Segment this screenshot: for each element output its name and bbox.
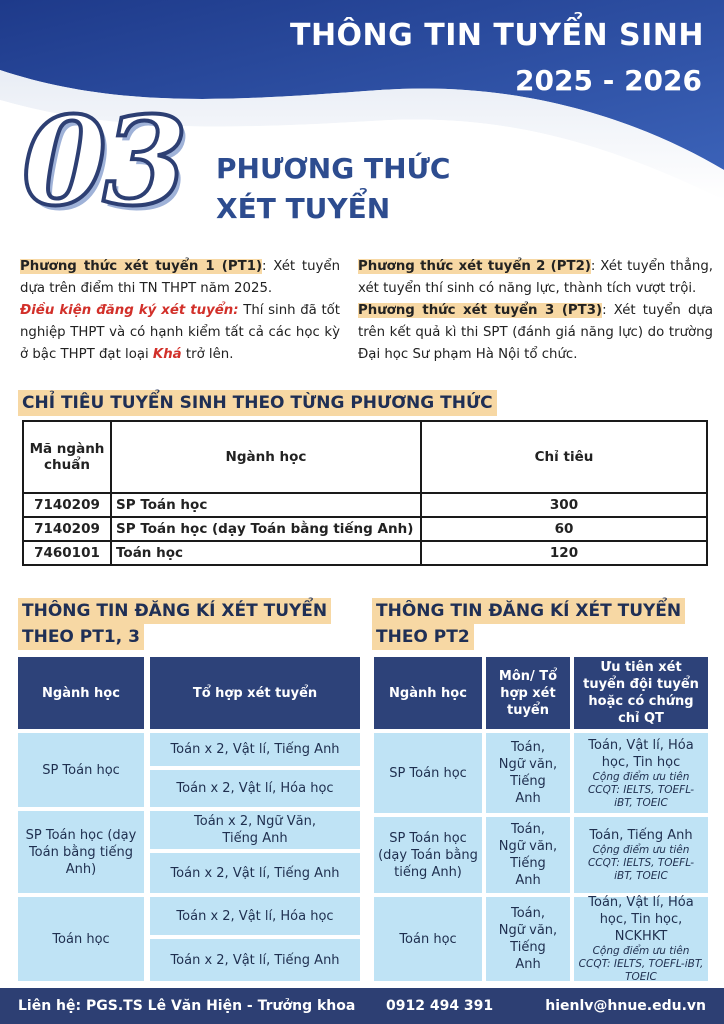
header-year: 2025 - 2026	[515, 64, 702, 97]
pt2-priority-note: Cộng điểm ưu tiên CCQT: IELTS, TOEFL-iBT, TOEIC	[578, 945, 704, 983]
condition-grade: Khá	[152, 347, 182, 362]
quota-header-code: Mã ngành chuẩn	[23, 421, 111, 493]
pt2-subjects-3: Toán, Ngữ văn, Tiếng Anh	[486, 897, 570, 981]
section-number: 03	[22, 89, 184, 233]
quota-code: 7460101	[23, 541, 111, 565]
quota-major: Toán học	[111, 541, 421, 565]
pt13-combo: Toán x 2, Vật lí, Hóa học	[150, 897, 360, 935]
table-row	[23, 541, 707, 565]
table-row	[23, 517, 707, 541]
condition-text: Thí sinh đã tốt nghiệp THPT và có hạnh kiểm tất cả các học kỳ ở bậc THPT đạt loại	[20, 303, 341, 362]
pt13-header-combo: Tổ hợp xét tuyển	[150, 657, 360, 729]
quota-table	[22, 420, 708, 566]
pt1-text: : Xét tuyển dựa trên điểm thi TN THPT năm 2025.	[20, 259, 340, 296]
pt3-label: Phương thức xét tuyển 3 (PT3)	[358, 303, 603, 318]
footer-contact: Liên hệ: PGS.TS Lê Văn Hiện - Trưởng khoa	[18, 998, 356, 1014]
quota-value: 300	[421, 493, 707, 517]
pt2-header-major: Ngành học	[374, 657, 482, 729]
condition-end: trở lên.	[181, 347, 234, 362]
quota-section-title: CHỈ TIÊU TUYỂN SINH THEO TỪNG PHƯƠNG THỨC	[18, 390, 497, 416]
pt13-major-1: SP Toán học	[18, 733, 144, 807]
pt2-priority-2	[574, 817, 708, 893]
pt2-header-subjects: Môn/ Tổ hợp xét tuyển	[486, 657, 570, 729]
quota-code: 7140209	[23, 517, 111, 541]
pt2-major-2: SP Toán học (dạy Toán bằng tiếng Anh)	[374, 817, 482, 893]
pt2-priority-note: Cộng điểm ưu tiên CCQT: IELTS, TOEFL-iBT, TOEIC	[587, 770, 695, 809]
pt13-major-2: SP Toán học (dạy Toán bằng tiếng Anh)	[18, 811, 144, 893]
header-title: THÔNG TIN TUYỂN SINH	[289, 18, 704, 53]
quota-header-quota: Chỉ tiêu	[421, 421, 707, 493]
pt13-combo: Toán x 2, Ngữ Văn, Tiếng Anh	[150, 811, 360, 849]
quota-header-row	[23, 421, 707, 493]
quota-header-major: Ngành học	[111, 421, 421, 493]
heading-line-2: XÉT TUYỂN	[216, 192, 391, 225]
pt2-label: Phương thức xét tuyển 2 (PT2)	[358, 259, 591, 274]
pt2-title-line-1: THÔNG TIN ĐĂNG KÍ XÉT TUYỂN	[372, 598, 685, 624]
pt13-title-line-1: THÔNG TIN ĐĂNG KÍ XÉT TUYỂN	[18, 598, 331, 624]
quota-value: 60	[421, 517, 707, 541]
pt3-text: : Xét tuyển dựa trên kết quả kì thi SPT (đánh giá năng lực) do trường Đại học Sư phạm Hà Nội tổ chức.	[358, 303, 714, 362]
quota-code: 7140209	[23, 493, 111, 517]
intro-right-paragraph	[358, 256, 713, 366]
pt2-priority-text: Toán, Vật lí, Hóa học, Tin học, NCKHKT	[588, 895, 694, 944]
pt13-title-line-2: THEO PT1, 3	[18, 624, 144, 650]
pt2-priority-text: Toán, Vật lí, Hóa học, Tin học	[588, 737, 694, 770]
table-row	[23, 493, 707, 517]
footer-bar	[0, 988, 724, 1024]
pt2-priority-1	[574, 733, 708, 813]
condition-label: Điều kiện đăng ký xét tuyển:	[20, 303, 239, 318]
pt13-header-major: Ngành học	[18, 657, 144, 729]
heading-line-1: PHƯƠNG THỨC	[216, 152, 451, 185]
pt13-combo: Toán x 2, Vật lí, Tiếng Anh	[150, 733, 360, 766]
pt13-combo: Toán x 2, Vật lí, Hóa học	[150, 770, 360, 807]
pt13-combo: Toán x 2, Vật lí, Tiếng Anh	[150, 853, 360, 893]
quota-value: 120	[421, 541, 707, 565]
pt2-priority-text: Toán, Tiếng Anh	[589, 828, 693, 843]
pt2-major-1: SP Toán học	[374, 733, 482, 813]
pt2-text: : Xét tuyển thẳng, xét tuyển thí sinh có năng lực, thành tích vượt trội.	[358, 259, 714, 296]
intro-left-paragraph	[20, 256, 340, 366]
pt2-priority-note: Cộng điểm ưu tiên CCQT: IELTS, TOEFL-iBT, TOEIC	[587, 844, 695, 882]
footer-phone[interactable]: 0912 494 391	[386, 998, 494, 1014]
pt2-subjects-2: Toán, Ngữ văn, Tiếng Anh	[486, 817, 570, 893]
footer-email[interactable]: hienlv@hnue.edu.vn	[545, 998, 706, 1014]
pt2-title-line-2: THEO PT2	[372, 624, 474, 650]
pt13-major-3: Toán học	[18, 897, 144, 981]
quota-major: SP Toán học (dạy Toán bằng tiếng Anh)	[111, 517, 421, 541]
pt2-subjects-1: Toán, Ngữ văn, Tiếng Anh	[486, 733, 570, 813]
pt2-priority-3	[574, 897, 708, 981]
pt1-label: Phương thức xét tuyển 1 (PT1)	[20, 259, 263, 274]
pt2-header-priority: Ưu tiên xét tuyển đội tuyển hoặc có chứng chỉ QT	[574, 657, 708, 729]
quota-major: SP Toán học	[111, 493, 421, 517]
pt13-combo: Toán x 2, Vật lí, Tiếng Anh	[150, 939, 360, 981]
pt2-major-3: Toán học	[374, 897, 482, 981]
